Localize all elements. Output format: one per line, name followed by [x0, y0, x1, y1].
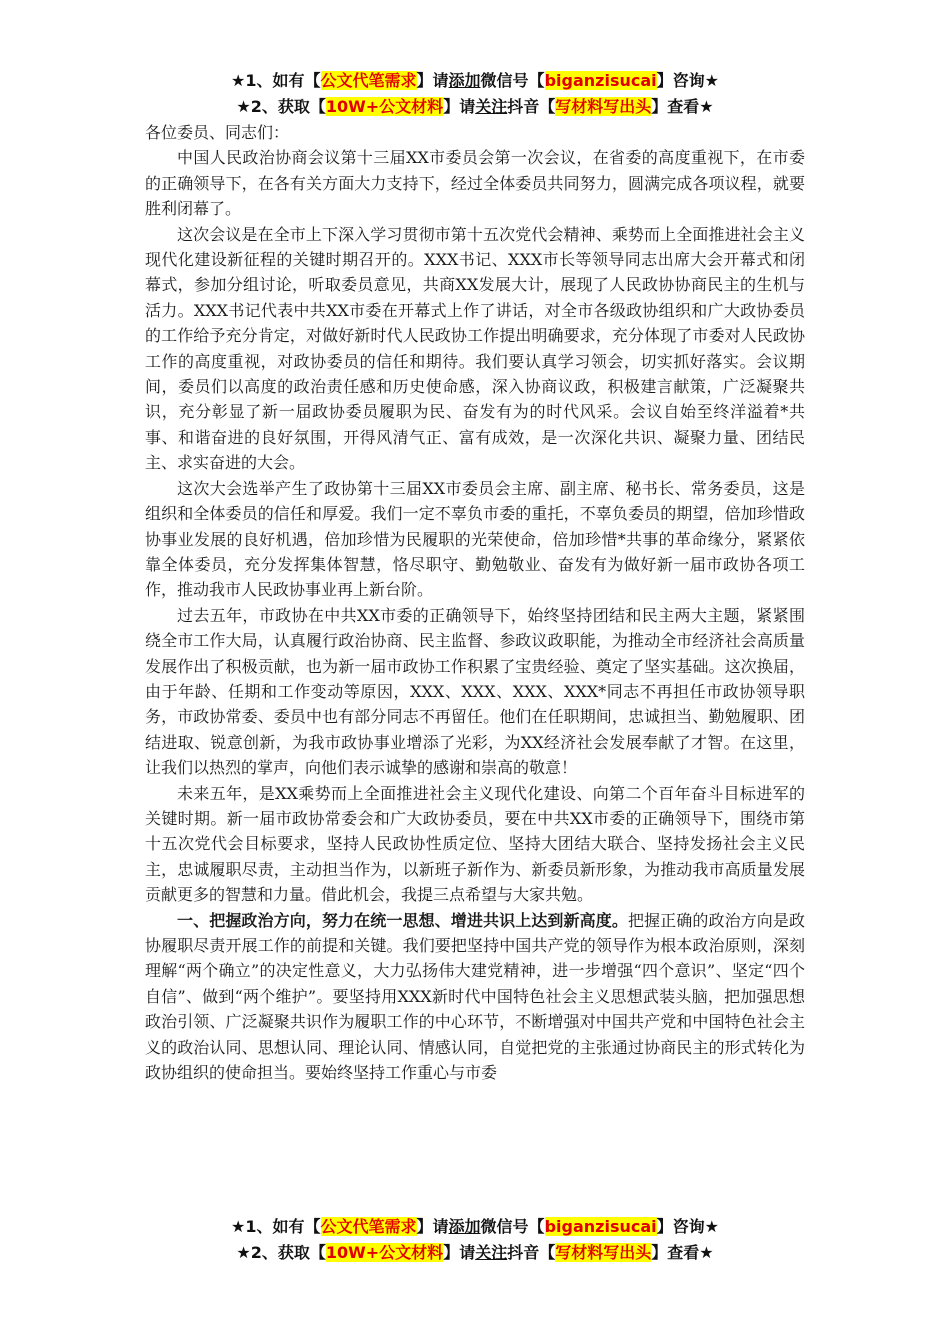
paragraph-3: 这次大会选举产生了政协第十三届XX市委员会主席、副主席、秘书长、常务委员，这是组织和全体委员的信任和厚爱。我们一定不辜负市委的重托，不辜负委员的期望，倍加珍惜政协事业发展的良好机遇，倍加珍惜为民履职的光荣使命，倍加珍惜*共事的革命缘分，紧紧依靠全体委员，充分发挥集体智慧，恪尽职守、勤勉敬业、奋发有为做好新一届市政协各项工作，推动我市人民政协事业再上新台阶。 [145, 478, 805, 600]
promo-text: 微信号【 [480, 1217, 545, 1236]
promo-text: 】请 [416, 71, 449, 90]
speech-body [145, 120, 805, 1085]
promo-text: 抖音【 [507, 97, 556, 116]
promo-underlined: 添加 [448, 1217, 481, 1236]
promo-highlight: 公文代笔需求 [320, 1217, 417, 1236]
promo-text: ★1、如有【 [231, 1217, 321, 1236]
promo-text: 】查看★ [651, 97, 714, 116]
paragraph-6-text: 把握正确的政治方向是政协履职尽责开展工作的前提和关键。我们要把坚持中国共产党的领导作为根本政治原则，深刻理解“两个确立”的决定性意义，大力弘扬伟大建党精神，进一步增强“四个意识”、坚定“四个自信”、做到“两个维护”。要坚持用XXX新时代中国特色社会主义思想武装头脑，把加强思想政治引领、广泛凝聚共识作为履职工作的中心环节，不断增强对中国共产党和中国特色社会主义的政治认同、思想认同、理论认同、情感认同，自觉把党的主张通过协商民主的形式转化为政协组织的使命担当。要始终坚持工作重心与市委 [145, 910, 805, 1083]
promo-text: ★1、如有【 [231, 71, 321, 90]
promo-text: 】咨询★ [656, 1217, 719, 1236]
promo-highlight: biganzisucai [544, 71, 657, 90]
promo-highlight: 写材料写出头 [555, 1243, 652, 1262]
section-heading: 一、把握政治方向，努力在统一思想、增进共识上达到新高度。 [177, 910, 628, 930]
promo-line-2 [0, 1240, 950, 1266]
promo-highlight: biganzisucai [544, 1217, 657, 1236]
paragraph-2: 这次会议是在全市上下深入学习贯彻市第十五次党代会精神、乘势而上全面推进社会主义现代化建设新征程的关键时期召开的。XXX书记、XXX市长等领导同志出席大会开幕式和闭幕式，参加分组讨论，听取委员意见，共商XX发展大计，展现了人民政协协商民主的生机与活力。XXX书记代表中共XX市委在开幕式上作了讲话，对全市各级政协组织和广大政协委员的工作给予充分肯定，对做好新时代人民政协工作提出明确要求，充分体现了市委对人民政协工作的高度重视，对政协委员的信任和期待。我们要认真学习领会，切实抓好落实。会议期间，委员们以高度的政治责任感和历史使命感，深入协商议政，积极建言献策，广泛凝聚共识，充分彰显了新一届政协委员履职为民、奋发有为的时代风采。会议自始至终洋溢着*共事、和谐奋进的良好氛围，开得风清气正、富有成效，是一次深化共识、凝聚力量、团结民主、求实奋进的大会。 [145, 224, 805, 473]
greeting: 各位委员、同志们： [145, 123, 290, 142]
paragraph-6 [145, 908, 805, 1086]
promo-line-2 [0, 94, 950, 120]
paragraph-1: 中国人民政治协商会议第十三届XX市委员会第一次会议，在省委的高度重视下，在市委的正确领导下，在各有关方面大力支持下，经过全体委员共同努力，圆满完成各项议程，就要胜利闭幕了。 [145, 148, 805, 219]
promo-highlight: 公文代笔需求 [320, 71, 417, 90]
promo-highlight: 10W+公文材料 [325, 1243, 444, 1262]
promo-text: 】查看★ [651, 1243, 714, 1262]
promo-text: 】咨询★ [656, 71, 719, 90]
promo-text: ★2、获取【 [236, 1243, 326, 1262]
promo-highlight: 10W+公文材料 [325, 97, 444, 116]
promo-highlight: 写材料写出头 [555, 97, 652, 116]
promo-text: 】请 [443, 1243, 476, 1262]
promo-text: 】请 [416, 1217, 449, 1236]
promo-text: ★2、获取【 [236, 97, 326, 116]
promo-text: 抖音【 [507, 1243, 556, 1262]
paragraph-4: 过去五年，市政协在中共XX市委的正确领导下，始终坚持团结和民主两大主题，紧紧围绕全市工作大局，认真履行政治协商、民主监督、参政议政职能，为推动全市经济社会高质量发展作出了积极贡献，也为新一届市政协工作积累了宝贵经验、奠定了坚实基础。这次换届，由于年龄、任期和工作变动等原因，XXX、XXX、XXX、XXX*同志不再担任市政协领导职务，市政协常委、委员中也有部分同志不再留任。他们在任职期间，忠诚担当、勤勉履职、团结进取、锐意创新，为我市政协事业增添了光彩，为XX经济社会发展奉献了才智。在这里，让我们以热烈的掌声，向他们表示诚挚的感谢和崇高的敬意！ [145, 605, 805, 778]
promo-underlined: 添加 [448, 71, 481, 90]
promo-underlined: 关注 [475, 1243, 508, 1262]
promo-banner-top [0, 68, 950, 120]
paragraph-5: 未来五年，是XX乘势而上全面推进社会主义现代化建设、向第二个百年奋斗目标进军的关键时期。新一届市政协常委会和广大政协委员，要在中共XX市委的正确领导下，围绕市第十五次党代会目标要求，坚持人民政协性质定位、坚持大团结大联合、坚持发扬社会主义民主，忠诚履职尽责，主动担当作为，以新班子新作为、新委员新形象，为推动我市高质量发展贡献更多的智慧和力量。借此机会，我提三点希望与大家共勉。 [145, 783, 805, 905]
promo-line-1 [0, 1214, 950, 1240]
promo-banner-bottom [0, 1214, 950, 1266]
promo-text: 微信号【 [480, 71, 545, 90]
promo-line-1 [0, 68, 950, 94]
promo-underlined: 关注 [475, 97, 508, 116]
promo-text: 】请 [443, 97, 476, 116]
